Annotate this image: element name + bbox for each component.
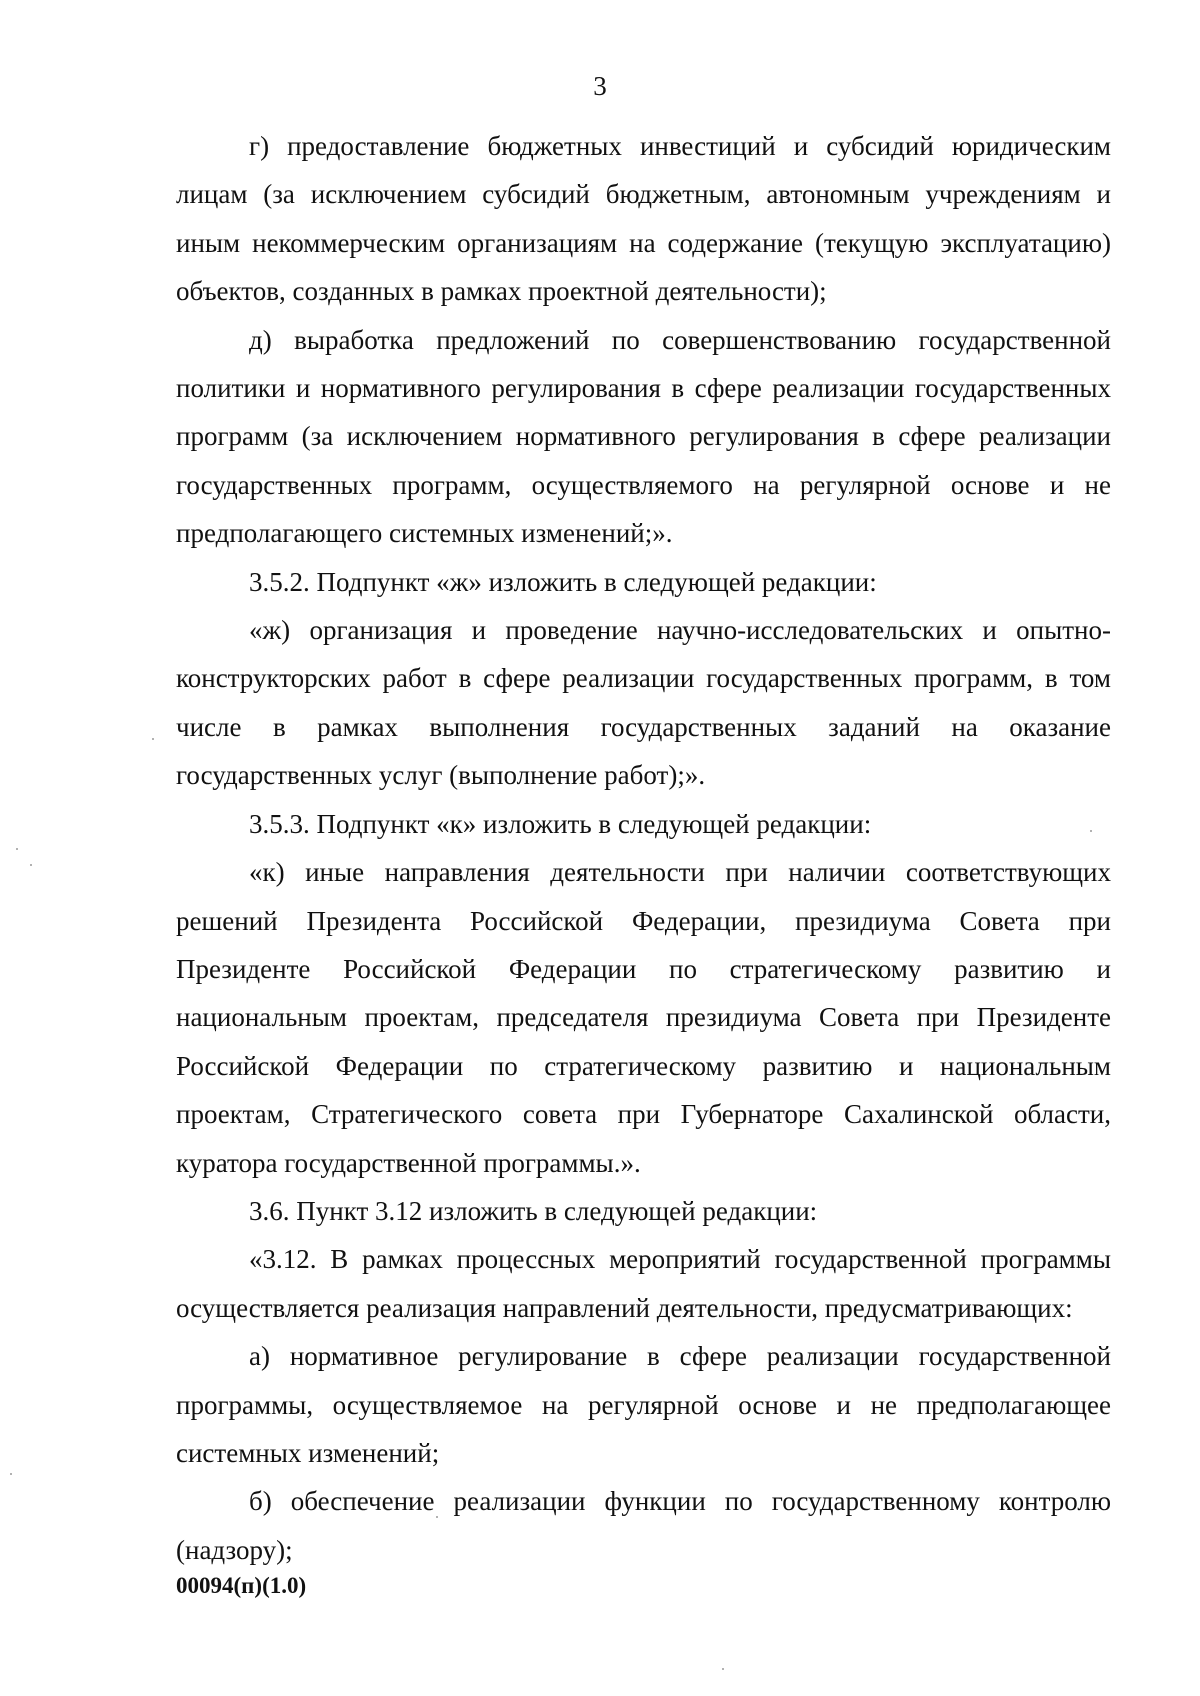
scan-speck	[722, 1668, 724, 1670]
document-code: 00094(п)(1.0)	[176, 1573, 307, 1598]
scan-speck	[1090, 830, 1092, 832]
paragraph-3-5-3: 3.5.3. Подпункт «к» изложить в следующей редакции:	[249, 808, 872, 839]
paragraph-subitem-zh: «ж) организация и проведение научно-исследовательских и опытно-конструкторских работ в сфере реализации государственных программ, в том числе в рамках выполнения государственных заданий на оказание государственных услуг (выполнение работ);».	[176, 615, 1111, 791]
paragraph-subitem-a: а) нормативное регулирование в сфере реализации государственной программы, осуществляемое на регулярной основе и не предполагающее системных изменений;	[176, 1341, 1111, 1468]
scan-speck	[10, 1473, 12, 1475]
paragraph-subitem-g: г) предоставление бюджетных инвестиций и субсидий юридическим лицам (за исключением субсидий бюджетным, автономным учреждениям и иным некоммерческим организациям на содержание (текущую эксплуатацию) объектов, созданных в рамках проектной деятельности);	[176, 131, 1111, 307]
paragraph-3-12: «3.12. В рамках процессных мероприятий государственной программы осуществляется реализация направлений деятельности, предусматривающих:	[176, 1244, 1111, 1323]
paragraph-subitem-b: б) обеспечение реализации функции по государственному контролю (надзору);	[176, 1486, 1111, 1565]
page-number: 3	[593, 71, 607, 101]
scan-speck	[152, 738, 154, 740]
document-body	[176, 122, 1111, 1574]
scan-speck	[16, 848, 18, 850]
paragraph-subitem-k: «к) иные направления деятельности при наличии соответствующих решений Президента Российской Федерации, президиума Совета при Президенте Российской Федерации по стратегическому развитию и национальным проектам, председателя президиума Совета при Президенте Российской Федерации по стратегическому развитию и национальным проектам, Стратегического совета при Губернаторе Сахалинской области, куратора государственной программы.».	[176, 857, 1111, 1178]
paragraph-3-6: 3.6. Пункт 3.12 изложить в следующей редакции:	[249, 1195, 818, 1226]
paragraph-subitem-d: д) выработка предложений по совершенствованию государственной политики и нормативного регулирования в сфере реализации государственных программ (за исключением нормативного регулирования в сфере реализации государственных программ, осуществляемого на регулярной основе и не предполагающего системных изменений;».	[176, 324, 1111, 549]
scan-speck	[436, 1516, 438, 1518]
paragraph-3-5-2: 3.5.2. Подпункт «ж» изложить в следующей редакции:	[249, 566, 877, 597]
scan-speck	[30, 864, 32, 866]
